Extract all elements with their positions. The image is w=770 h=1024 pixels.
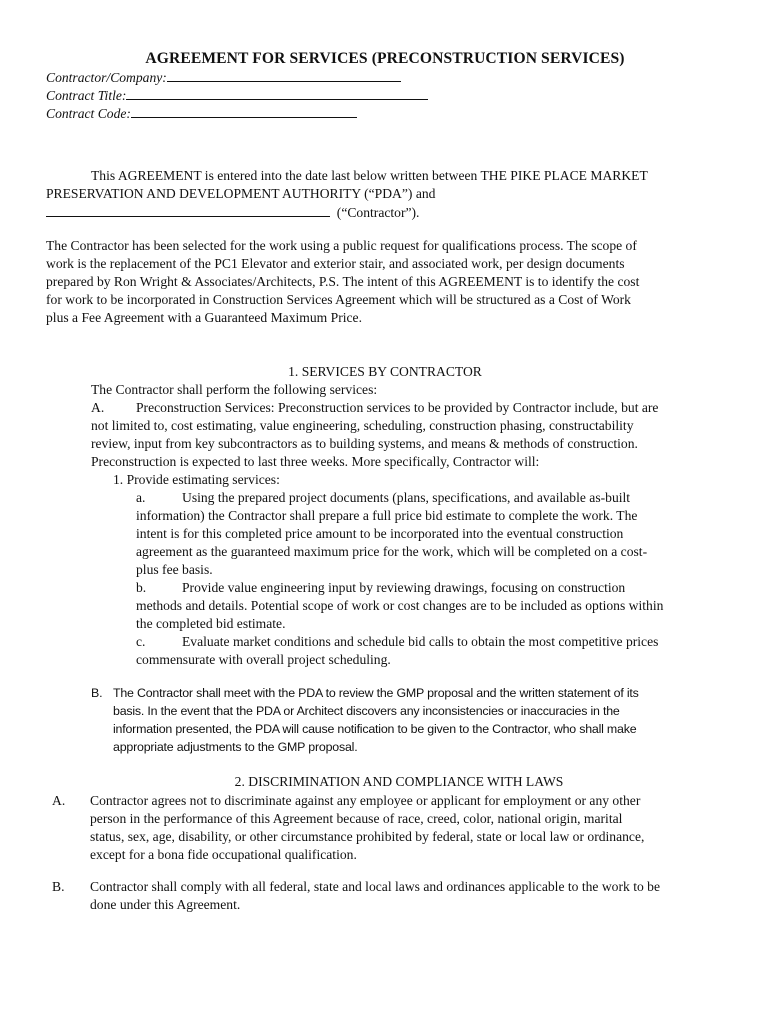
text-line: Preconstruction Services: Preconstruction services to be provided by Contractor include, but are [136, 400, 659, 415]
text-line: Contractor shall comply with all federal, state and local laws and ordinances applicable to the work to be [90, 879, 660, 894]
item-label: b. [136, 580, 147, 595]
text-line: information) the Contractor shall prepare a full price bid estimate to complete the work. The [136, 508, 638, 523]
text-line: information presented, the PDA will cause notification to be given to the Contractor, who shall make [113, 722, 637, 736]
text-line: the completed bid estimate. [136, 616, 286, 631]
text-line: Preconstruction is expected to last three weeks. More specifically, Contractor will: [91, 454, 540, 469]
text-line: methods and details. Potential scope of work or cost changes are to be included as options within [136, 598, 664, 613]
blank-line [131, 104, 357, 118]
sub-item-a [136, 489, 736, 579]
blank-line [126, 86, 428, 100]
sub-items [136, 489, 736, 669]
item-a-line-1 [91, 399, 731, 417]
text-line: The Contractor has been selected for the work using a public request for qualifications process. The scope of [46, 238, 637, 253]
section-2-item-a [52, 792, 742, 864]
contract-code-field [46, 104, 357, 123]
text-line: prepared by Ron Wright & Associates/Architects, P.S. The intent of this AGREEMENT is to identify the cost [46, 274, 640, 289]
item-1: 1. Provide estimating services: [113, 472, 280, 487]
text-line: plus fee basis. [136, 562, 213, 577]
contractor-suffix: (“Contractor”). [336, 205, 420, 220]
text-line: agreement as the guaranteed maximum price for the work, which will be completed on a cost- [136, 544, 648, 559]
item-label: A. [52, 793, 66, 808]
text-line: Evaluate market conditions and schedule bid calls to obtain the most competitive prices [182, 634, 659, 649]
text-line: not limited to, cost estimating, value engineering, scheduling, construction phasing, constructability [91, 418, 634, 433]
text-line: basis. In the event that the PDA or Architect discovers any inconsistencies or inaccuracies in the [113, 704, 620, 718]
text-line: work is the replacement of the PC1 Elevator and exterior stair, and associated work, per design documents [46, 256, 625, 271]
sub-item-b [136, 579, 736, 633]
section-1-body [91, 381, 731, 489]
section-1-lead: The Contractor shall perform the following services: [91, 382, 378, 397]
blank-line [167, 68, 401, 82]
text-line: Contractor agrees not to discriminate against any employee or applicant for employment or any other [90, 793, 641, 808]
field-label: Contract Code: [46, 106, 131, 121]
text-line: PRESERVATION AND DEVELOPMENT AUTHORITY (“PDA”) and [46, 186, 436, 201]
item-label: c. [136, 634, 146, 649]
text-line: appropriate adjustments to the GMP proposal. [113, 740, 358, 754]
text-line: status, sex, age, disability, or other circumstance prohibited by federal, state or local law or ordinance, [90, 829, 645, 844]
document-title: AGREEMENT FOR SERVICES (PRECONSTRUCTION SERVICES) [145, 50, 625, 67]
section-2-item-b [52, 878, 742, 914]
text-line: The Contractor shall meet with the PDA to review the GMP proposal and the written statement of its [113, 686, 639, 700]
contract-title-field [46, 86, 428, 105]
item-label: B. [52, 879, 65, 894]
text-line: person in the performance of this Agreement because of race, creed, color, national origin, marital [90, 811, 623, 826]
text-line: commensurate with overall project scheduling. [136, 652, 391, 667]
contractor-blank-line [46, 203, 330, 217]
text-line: done under this Agreement. [90, 897, 241, 912]
text-line: review, input from key subcontractors as to building systems, and means & methods of construction. [91, 436, 638, 451]
sub-item-c [136, 633, 736, 669]
text-line [46, 203, 736, 222]
item-b [91, 684, 731, 756]
section-1-heading: 1. SERVICES BY CONTRACTOR [288, 364, 482, 379]
item-label: A. [91, 400, 105, 415]
item-label: a. [136, 490, 146, 505]
item-label: B. [91, 686, 103, 700]
text-line: for work to be incorporated in Construction Services Agreement which will be structured as a Cost of Work [46, 292, 631, 307]
section-2-heading: 2. DISCRIMINATION AND COMPLIANCE WITH LAWS [234, 774, 564, 789]
text-line: This AGREEMENT is entered into the date last below written between THE PIKE PLACE MARKET [91, 168, 648, 183]
text-line: except for a bona fide occupational qualification. [90, 847, 357, 862]
text-line: Using the prepared project documents (plans, specifications, and available as-built [182, 490, 631, 505]
text-line: plus a Fee Agreement with a Guaranteed Maximum Price. [46, 310, 362, 325]
text-line: intent is for this completed price amount to be incorporated into the eventual construction [136, 526, 624, 541]
text-line: Provide value engineering input by reviewing drawings, focusing on construction [182, 580, 626, 595]
intro-paragraph [46, 167, 736, 222]
field-label: Contract Title: [46, 88, 127, 103]
field-label: Contractor/Company: [46, 70, 167, 85]
contractor-company-field [46, 68, 401, 87]
scope-paragraph [46, 237, 736, 327]
